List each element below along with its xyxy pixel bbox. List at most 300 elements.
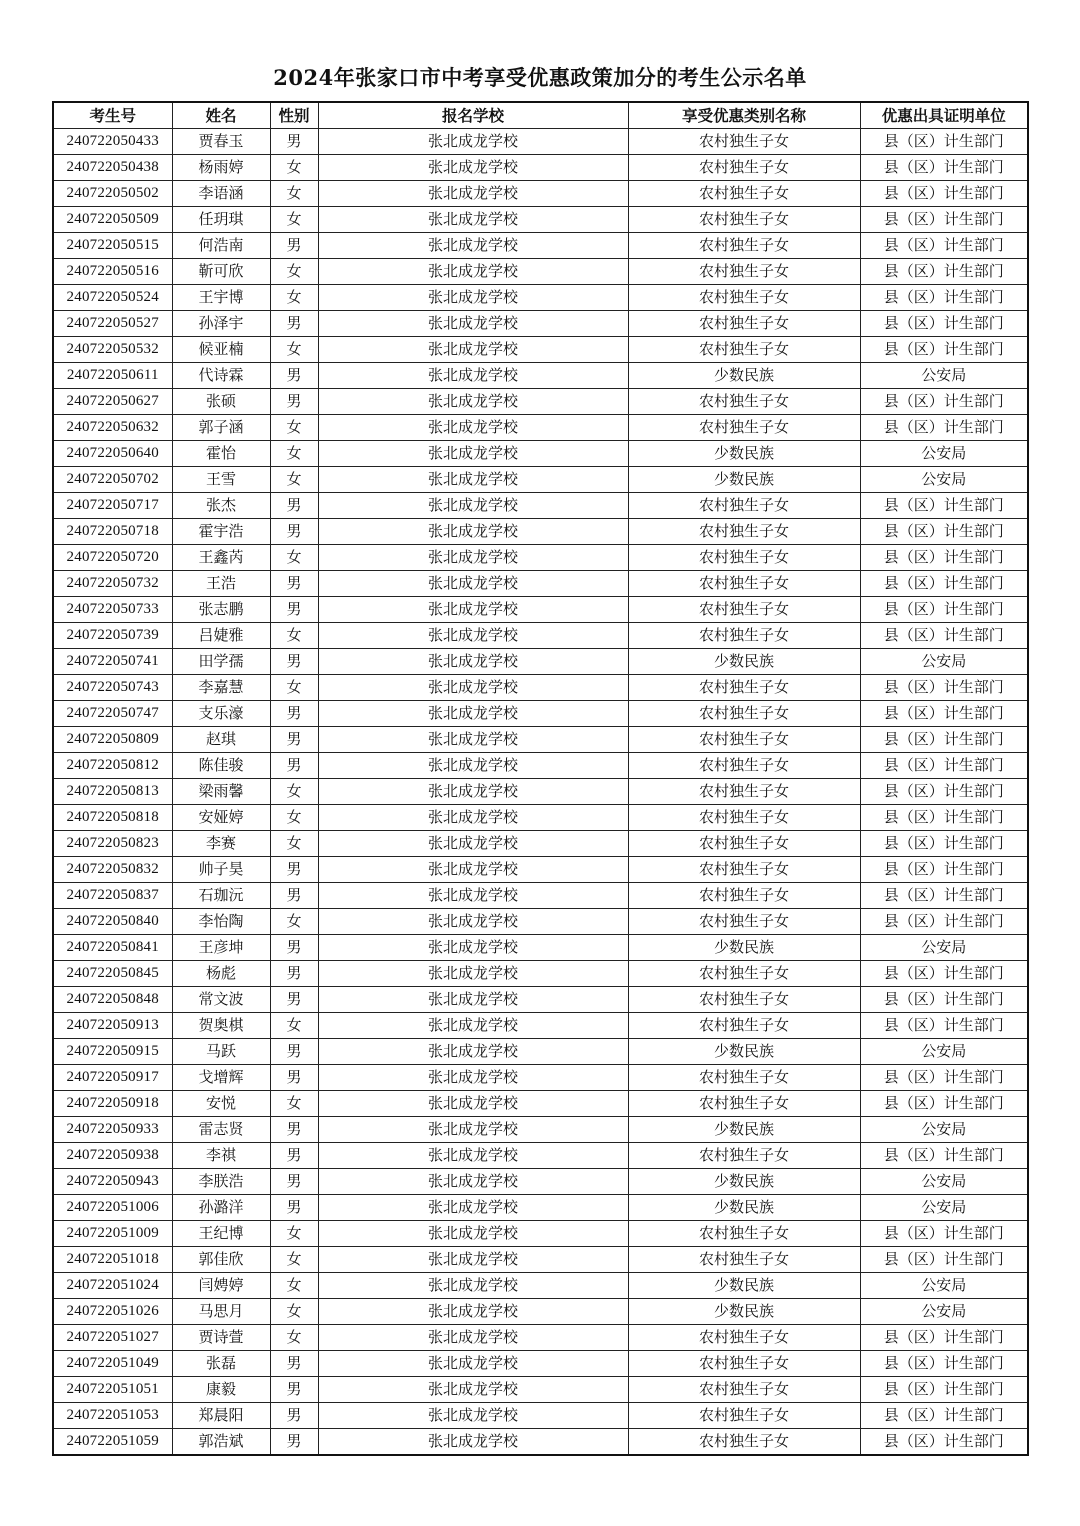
gender-cell: 女 [270,337,318,363]
school-cell: 张北成龙学校 [318,363,628,389]
name-cell: 安悦 [172,1091,270,1117]
name-cell: 孙泽宇 [172,311,270,337]
gender-cell: 男 [270,1403,318,1429]
name-cell: 王鑫芮 [172,545,270,571]
certifier-cell: 县（区）计生部门 [860,155,1028,181]
school-cell: 张北成龙学校 [318,155,628,181]
certifier-cell: 县（区）计生部门 [860,961,1028,987]
name-cell: 帅子昊 [172,857,270,883]
school-cell: 张北成龙学校 [318,519,628,545]
gender-cell: 男 [270,389,318,415]
table-row [53,389,1028,415]
name-cell: 王浩 [172,571,270,597]
table-row [53,207,1028,233]
gender-cell: 女 [270,181,318,207]
gender-cell: 男 [270,857,318,883]
name-cell: 霍宇浩 [172,519,270,545]
certifier-cell: 县（区）计生部门 [860,311,1028,337]
category-cell: 农村独生子女 [628,207,860,233]
school-cell: 张北成龙学校 [318,285,628,311]
name-cell: 雷志贤 [172,1117,270,1143]
category-cell: 农村独生子女 [628,233,860,259]
school-cell: 张北成龙学校 [318,259,628,285]
table-row [53,181,1028,207]
certifier-cell: 县（区）计生部门 [860,181,1028,207]
gender-cell: 男 [270,129,318,155]
name-cell: 赵琪 [172,727,270,753]
exam-id-cell: 240722050812 [53,753,172,779]
name-cell: 马思月 [172,1299,270,1325]
certifier-cell: 县（区）计生部门 [860,805,1028,831]
table-row [53,779,1028,805]
exam-id-cell: 240722050702 [53,467,172,493]
gender-cell: 女 [270,207,318,233]
category-cell: 农村独生子女 [628,155,860,181]
table-row [53,753,1028,779]
gender-cell: 男 [270,649,318,675]
exam-id-cell: 240722050515 [53,233,172,259]
name-cell: 霍怡 [172,441,270,467]
table-row [53,1325,1028,1351]
table-row [53,519,1028,545]
table-row [53,987,1028,1013]
category-cell: 农村独生子女 [628,493,860,519]
exam-id-cell: 240722051053 [53,1403,172,1429]
school-cell: 张北成龙学校 [318,779,628,805]
certifier-cell: 公安局 [860,1117,1028,1143]
table-row [53,883,1028,909]
exam-id-cell: 240722050915 [53,1039,172,1065]
gender-cell: 女 [270,467,318,493]
certifier-cell: 公安局 [860,1299,1028,1325]
certifier-cell: 县（区）计生部门 [860,675,1028,701]
gender-cell: 男 [270,1169,318,1195]
category-cell: 农村独生子女 [628,1377,860,1403]
exam-id-cell: 240722051051 [53,1377,172,1403]
category-cell: 少数民族 [628,1273,860,1299]
certifier-cell: 县（区）计生部门 [860,519,1028,545]
name-cell: 任玥琪 [172,207,270,233]
table-row [53,1169,1028,1195]
exam-id-cell: 240722050832 [53,857,172,883]
name-cell: 李祺 [172,1143,270,1169]
table-row [53,1117,1028,1143]
name-cell: 孙潞洋 [172,1195,270,1221]
category-cell: 农村独生子女 [628,961,860,987]
exam-id-cell: 240722050438 [53,155,172,181]
gender-cell: 男 [270,753,318,779]
gender-cell: 女 [270,1247,318,1273]
certifier-cell: 县（区）计生部门 [860,831,1028,857]
name-cell: 安娅婷 [172,805,270,831]
category-cell: 农村独生子女 [628,727,860,753]
gender-cell: 男 [270,493,318,519]
exam-id-cell: 240722050733 [53,597,172,623]
school-cell: 张北成龙学校 [318,129,628,155]
school-cell: 张北成龙学校 [318,1273,628,1299]
category-cell: 农村独生子女 [628,831,860,857]
category-cell: 少数民族 [628,441,860,467]
school-cell: 张北成龙学校 [318,805,628,831]
category-cell: 农村独生子女 [628,545,860,571]
table-row [53,155,1028,181]
category-cell: 农村独生子女 [628,805,860,831]
certifier-cell: 公安局 [860,1195,1028,1221]
school-cell: 张北成龙学校 [318,1403,628,1429]
school-cell: 张北成龙学校 [318,311,628,337]
category-cell: 少数民族 [628,1299,860,1325]
school-cell: 张北成龙学校 [318,1325,628,1351]
exam-id-cell: 240722050933 [53,1117,172,1143]
category-cell: 农村独生子女 [628,285,860,311]
gender-cell: 女 [270,415,318,441]
exam-id-cell: 240722051026 [53,1299,172,1325]
school-cell: 张北成龙学校 [318,1117,628,1143]
exam-id-cell: 240722051059 [53,1429,172,1456]
school-cell: 张北成龙学校 [318,649,628,675]
category-cell: 农村独生子女 [628,311,860,337]
category-cell: 少数民族 [628,1169,860,1195]
gender-cell: 女 [270,1325,318,1351]
exam-id-cell: 240722050516 [53,259,172,285]
exam-id-cell: 240722050938 [53,1143,172,1169]
exam-id-cell: 240722050433 [53,129,172,155]
exam-id-cell: 240722051018 [53,1247,172,1273]
school-cell: 张北成龙学校 [318,675,628,701]
school-cell: 张北成龙学校 [318,1143,628,1169]
category-cell: 农村独生子女 [628,1351,860,1377]
gender-cell: 女 [270,441,318,467]
category-cell: 农村独生子女 [628,857,860,883]
table-row [53,311,1028,337]
gender-cell: 男 [270,363,318,389]
gender-cell: 女 [270,805,318,831]
exam-id-cell: 240722050813 [53,779,172,805]
name-cell: 戈增辉 [172,1065,270,1091]
category-cell: 少数民族 [628,467,860,493]
school-cell: 张北成龙学校 [318,1299,628,1325]
school-cell: 张北成龙学校 [318,415,628,441]
col-header-gender: 性别 [270,102,318,129]
school-cell: 张北成龙学校 [318,727,628,753]
name-cell: 王纪博 [172,1221,270,1247]
name-cell: 张杰 [172,493,270,519]
certifier-cell: 县（区）计生部门 [860,1013,1028,1039]
category-cell: 农村独生子女 [628,259,860,285]
certifier-cell: 县（区）计生部门 [860,415,1028,441]
gender-cell: 女 [270,779,318,805]
table-row [53,467,1028,493]
category-cell: 农村独生子女 [628,883,860,909]
gender-cell: 男 [270,1195,318,1221]
name-cell: 王雪 [172,467,270,493]
gender-cell: 男 [270,597,318,623]
exam-id-cell: 240722050527 [53,311,172,337]
certifier-cell: 县（区）计生部门 [860,753,1028,779]
certifier-cell: 公安局 [860,1039,1028,1065]
gender-cell: 男 [270,1065,318,1091]
category-cell: 农村独生子女 [628,1429,860,1456]
table-row [53,1195,1028,1221]
gender-cell: 男 [270,1039,318,1065]
table-row [53,675,1028,701]
school-cell: 张北成龙学校 [318,233,628,259]
table-row [53,961,1028,987]
school-cell: 张北成龙学校 [318,753,628,779]
name-cell: 贺奥棋 [172,1013,270,1039]
certifier-cell: 县（区）计生部门 [860,337,1028,363]
name-cell: 郭浩斌 [172,1429,270,1456]
name-cell: 常文波 [172,987,270,1013]
category-cell: 农村独生子女 [628,1221,860,1247]
exam-id-cell: 240722050841 [53,935,172,961]
exam-id-cell: 240722050718 [53,519,172,545]
table-row [53,285,1028,311]
table-row [53,857,1028,883]
category-cell: 农村独生子女 [628,389,860,415]
category-cell: 农村独生子女 [628,1091,860,1117]
name-cell: 贾诗萱 [172,1325,270,1351]
category-cell: 农村独生子女 [628,1013,860,1039]
school-cell: 张北成龙学校 [318,1377,628,1403]
name-cell: 郭子涵 [172,415,270,441]
gender-cell: 女 [270,259,318,285]
exam-id-cell: 240722050627 [53,389,172,415]
certifier-cell: 县（区）计生部门 [860,779,1028,805]
exam-id-cell: 240722050743 [53,675,172,701]
certifier-cell: 县（区）计生部门 [860,1325,1028,1351]
school-cell: 张北成龙学校 [318,1221,628,1247]
gender-cell: 男 [270,883,318,909]
gender-cell: 男 [270,311,318,337]
school-cell: 张北成龙学校 [318,1195,628,1221]
table-row [53,1429,1028,1456]
col-header-school: 报名学校 [318,102,628,129]
certifier-cell: 县（区）计生部门 [860,857,1028,883]
gender-cell: 男 [270,935,318,961]
certifier-cell: 县（区）计生部门 [860,987,1028,1013]
exam-id-cell: 240722050720 [53,545,172,571]
gender-cell: 女 [270,831,318,857]
table-row [53,909,1028,935]
name-cell: 张硕 [172,389,270,415]
table-row [53,1247,1028,1273]
table-row [53,935,1028,961]
exam-id-cell: 240722050640 [53,441,172,467]
name-cell: 郭佳欣 [172,1247,270,1273]
category-cell: 少数民族 [628,1195,860,1221]
exam-id-cell: 240722050809 [53,727,172,753]
exam-id-cell: 240722050611 [53,363,172,389]
school-cell: 张北成龙学校 [318,389,628,415]
exam-id-cell: 240722050943 [53,1169,172,1195]
certifier-cell: 公安局 [860,467,1028,493]
exam-id-cell: 240722050509 [53,207,172,233]
table-row [53,727,1028,753]
category-cell: 农村独生子女 [628,675,860,701]
category-cell: 农村独生子女 [628,753,860,779]
gender-cell: 女 [270,155,318,181]
category-cell: 农村独生子女 [628,779,860,805]
exam-id-cell: 240722050918 [53,1091,172,1117]
certifier-cell: 县（区）计生部门 [860,571,1028,597]
name-cell: 梁雨馨 [172,779,270,805]
certifier-cell: 县（区）计生部门 [860,129,1028,155]
school-cell: 张北成龙学校 [318,571,628,597]
name-cell: 支乐濠 [172,701,270,727]
gender-cell: 女 [270,1013,318,1039]
table-row [53,337,1028,363]
table-row [53,1351,1028,1377]
certifier-cell: 公安局 [860,1273,1028,1299]
category-cell: 少数民族 [628,1117,860,1143]
certifier-cell: 县（区）计生部门 [860,207,1028,233]
table-row [53,623,1028,649]
table-row [53,701,1028,727]
category-cell: 农村独生子女 [628,519,860,545]
category-cell: 农村独生子女 [628,337,860,363]
table-row [53,129,1028,155]
category-cell: 农村独生子女 [628,181,860,207]
gender-cell: 男 [270,961,318,987]
certifier-cell: 县（区）计生部门 [860,545,1028,571]
table-row [53,1091,1028,1117]
exam-id-cell: 240722050741 [53,649,172,675]
table-row [53,1273,1028,1299]
table-row [53,1377,1028,1403]
school-cell: 张北成龙学校 [318,597,628,623]
certifier-cell: 县（区）计生部门 [860,1247,1028,1273]
roster-table [52,101,1029,1456]
roster-body [53,129,1028,1456]
certifier-cell: 县（区）计生部门 [860,623,1028,649]
table-row [53,597,1028,623]
table-row [53,1403,1028,1429]
school-cell: 张北成龙学校 [318,1065,628,1091]
category-cell: 少数民族 [628,1039,860,1065]
name-cell: 张磊 [172,1351,270,1377]
certifier-cell: 公安局 [860,1169,1028,1195]
gender-cell: 男 [270,1117,318,1143]
certifier-cell: 县（区）计生部门 [860,1351,1028,1377]
exam-id-cell: 240722050818 [53,805,172,831]
name-cell: 王彦坤 [172,935,270,961]
category-cell: 农村独生子女 [628,701,860,727]
table-row [53,831,1028,857]
certifier-cell: 公安局 [860,363,1028,389]
table-row [53,441,1028,467]
gender-cell: 女 [270,545,318,571]
name-cell: 郑晨阳 [172,1403,270,1429]
name-cell: 何浩南 [172,233,270,259]
gender-cell: 男 [270,987,318,1013]
school-cell: 张北成龙学校 [318,935,628,961]
certifier-cell: 县（区）计生部门 [860,1403,1028,1429]
certifier-cell: 县（区）计生部门 [860,1143,1028,1169]
category-cell: 农村独生子女 [628,987,860,1013]
category-cell: 农村独生子女 [628,909,860,935]
category-cell: 农村独生子女 [628,571,860,597]
certifier-cell: 县（区）计生部门 [860,285,1028,311]
certifier-cell: 县（区）计生部门 [860,1091,1028,1117]
exam-id-cell: 240722050732 [53,571,172,597]
school-cell: 张北成龙学校 [318,1039,628,1065]
certifier-cell: 县（区）计生部门 [860,727,1028,753]
category-cell: 农村独生子女 [628,1143,860,1169]
exam-id-cell: 240722050837 [53,883,172,909]
name-cell: 候亚楠 [172,337,270,363]
name-cell: 代诗霖 [172,363,270,389]
certifier-cell: 县（区）计生部门 [860,597,1028,623]
school-cell: 张北成龙学校 [318,441,628,467]
certifier-cell: 县（区）计生部门 [860,1429,1028,1456]
col-header-category: 享受优惠类别名称 [628,102,860,129]
certifier-cell: 县（区）计生部门 [860,1221,1028,1247]
school-cell: 张北成龙学校 [318,545,628,571]
exam-id-cell: 240722050502 [53,181,172,207]
school-cell: 张北成龙学校 [318,961,628,987]
name-cell: 田学孺 [172,649,270,675]
gender-cell: 男 [270,571,318,597]
school-cell: 张北成龙学校 [318,831,628,857]
gender-cell: 女 [270,623,318,649]
table-row [53,571,1028,597]
gender-cell: 男 [270,727,318,753]
school-cell: 张北成龙学校 [318,987,628,1013]
school-cell: 张北成龙学校 [318,467,628,493]
name-cell: 张志鹏 [172,597,270,623]
gender-cell: 男 [270,1377,318,1403]
name-cell: 李嘉慧 [172,675,270,701]
certifier-cell: 县（区）计生部门 [860,1377,1028,1403]
school-cell: 张北成龙学校 [318,1013,628,1039]
certifier-cell: 县（区）计生部门 [860,259,1028,285]
table-row [53,259,1028,285]
name-cell: 贾春玉 [172,129,270,155]
table-row [53,493,1028,519]
name-cell: 石珈沅 [172,883,270,909]
category-cell: 少数民族 [628,363,860,389]
table-row [53,1143,1028,1169]
school-cell: 张北成龙学校 [318,857,628,883]
name-cell: 康毅 [172,1377,270,1403]
gender-cell: 男 [270,233,318,259]
school-cell: 张北成龙学校 [318,337,628,363]
school-cell: 张北成龙学校 [318,701,628,727]
school-cell: 张北成龙学校 [318,883,628,909]
category-cell: 农村独生子女 [628,1247,860,1273]
certifier-cell: 县（区）计生部门 [860,233,1028,259]
table-row [53,415,1028,441]
name-cell: 杨彪 [172,961,270,987]
table-row [53,1221,1028,1247]
exam-id-cell: 240722050532 [53,337,172,363]
certifier-cell: 县（区）计生部门 [860,493,1028,519]
gender-cell: 男 [270,1351,318,1377]
exam-id-cell: 240722050632 [53,415,172,441]
school-cell: 张北成龙学校 [318,181,628,207]
exam-id-cell: 240722050717 [53,493,172,519]
exam-id-cell: 240722050848 [53,987,172,1013]
gender-cell: 男 [270,1143,318,1169]
name-cell: 靳可欣 [172,259,270,285]
exam-id-cell: 240722051006 [53,1195,172,1221]
certifier-cell: 公安局 [860,649,1028,675]
name-cell: 马跃 [172,1039,270,1065]
certifier-cell: 公安局 [860,935,1028,961]
exam-id-cell: 240722050739 [53,623,172,649]
gender-cell: 女 [270,285,318,311]
